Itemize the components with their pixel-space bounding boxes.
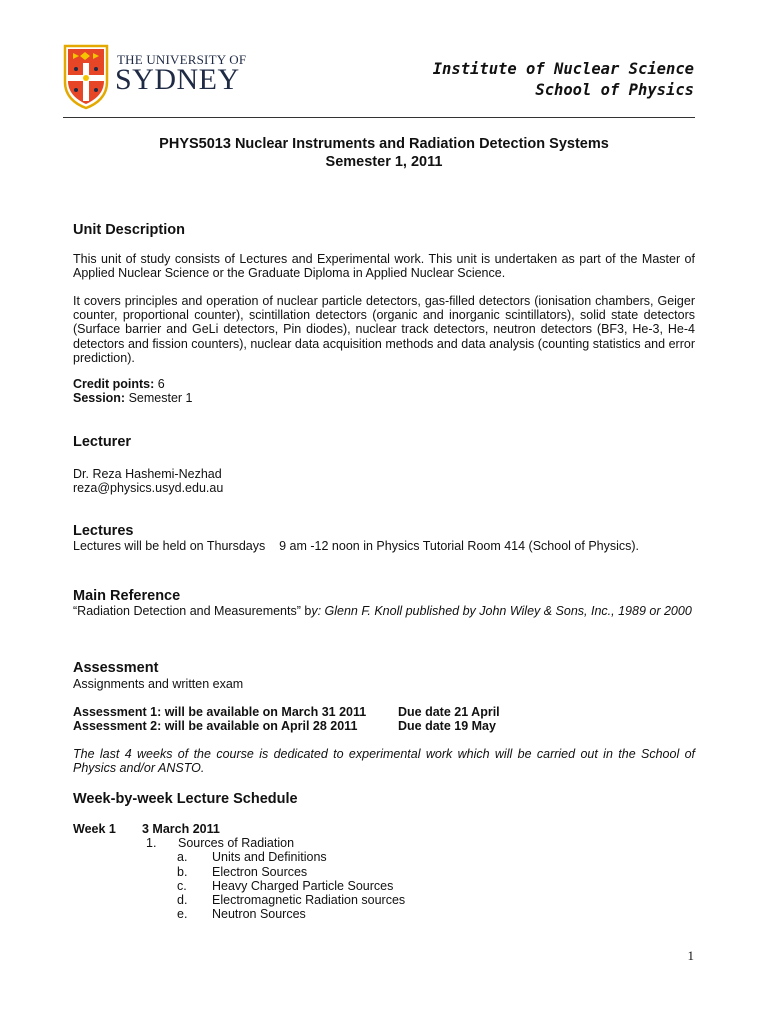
assessment-item-due: Due date 21 April bbox=[398, 705, 500, 719]
assessment-note: The last 4 weeks of the course is dedicated to experimental work which will be carried out in the School of Physics and/or ANSTO. bbox=[73, 747, 695, 776]
university-logo bbox=[63, 44, 263, 110]
assessment-item-text: Assessment 2: will be available on April 28 2011 bbox=[73, 719, 358, 733]
assessment-heading: Assessment bbox=[73, 660, 159, 676]
reference-y: y bbox=[311, 604, 318, 618]
lectures-text: Lectures will be held on Thursdays 9 am -12 noon in Physics Tutorial Room 414 (School of Physics). bbox=[73, 539, 640, 553]
header-divider bbox=[63, 117, 695, 118]
subtopic-letter: e. bbox=[177, 907, 188, 922]
course-title-line-2: Semester 1, 2011 bbox=[325, 154, 443, 170]
reference-author: : Glenn F. Knoll published by John Wiley & Sons, Inc., 1989 or 2000 bbox=[317, 604, 692, 618]
subtopic-text: Heavy Charged Particle Sources bbox=[212, 878, 394, 893]
subtopic-text: Electromagnetic Radiation sources bbox=[212, 892, 406, 907]
subtopic-text: Neutron Sources bbox=[212, 907, 306, 922]
course-title-line-1: PHYS5013 Nuclear Instruments and Radiation Detection Systems bbox=[159, 136, 609, 152]
assessment-item-1 bbox=[73, 705, 695, 719]
university-crest-icon bbox=[63, 44, 109, 110]
session-value: Semester 1 bbox=[125, 391, 193, 405]
unit-description-heading: Unit Description bbox=[73, 222, 185, 238]
schedule-heading: Week-by-week Lecture Schedule bbox=[73, 791, 298, 807]
credit-points-value: 6 bbox=[154, 377, 165, 391]
institute-heading bbox=[433, 59, 694, 101]
subtopic-letter: c. bbox=[177, 878, 187, 893]
institute-line-2: School of Physics bbox=[535, 81, 694, 99]
subtopic-letter: b. bbox=[177, 864, 188, 879]
lecturer-email: reza@physics.usyd.edu.au bbox=[73, 481, 224, 495]
main-reference-text bbox=[73, 604, 695, 618]
unit-description-para-2: It covers principles and operation of nuclear particle detectors, gas-filled detectors (ionisation chambers, Geiger counter, proportional counter), scintillation detectors (organic and inorganic scintillators), solid state detectors (Surface barrier and GeLi detectors, Pin diodes), nuclear track detectors, neutron detectors (BF3, He-3, He-4 detectors and fission counters), nuclear data acquisition methods and data analysis (counting statistics and error prediction). bbox=[73, 294, 695, 365]
main-reference-heading: Main Reference bbox=[73, 588, 181, 604]
institute-line-1: Institute of Nuclear Science bbox=[432, 60, 694, 78]
unit-description-para-1: This unit of study consists of Lectures and Experimental work. This unit is undertaken as part of the Master of Applied Nuclear Science or the Graduate Diploma in Applied Nuclear Science. bbox=[73, 252, 695, 281]
credit-points-label: Credit points: bbox=[73, 377, 155, 391]
session-label: Session: bbox=[73, 391, 126, 405]
subtopic-letter: a. bbox=[177, 850, 188, 865]
subtopic-text: Electron Sources bbox=[212, 864, 308, 879]
session bbox=[73, 391, 695, 405]
week-date: 3 March 2011 bbox=[142, 822, 220, 836]
lectures-heading: Lectures bbox=[73, 523, 134, 539]
assessment-item-text: Assessment 1: will be available on March 31 2011 bbox=[73, 705, 367, 719]
topic-number: 1. bbox=[146, 836, 157, 851]
lecturer-name: Dr. Reza Hashemi-Nezhad bbox=[73, 467, 222, 481]
assessment-item-2 bbox=[73, 719, 695, 733]
subtopic-letter: d. bbox=[177, 892, 188, 907]
university-name-big: SYDNEY bbox=[115, 63, 240, 96]
credit-points bbox=[73, 377, 695, 391]
page-number: 1 bbox=[687, 948, 694, 963]
university-name-small: THE UNIVERSITY OF bbox=[117, 52, 247, 67]
reference-title: “Radiation Detection and Measurements” b bbox=[73, 604, 312, 618]
subtopic-text: Units and Definitions bbox=[212, 850, 327, 865]
week-label: Week 1 bbox=[73, 822, 116, 836]
assessment-subtitle: Assignments and written exam bbox=[73, 677, 244, 691]
assessment-item-due: Due date 19 May bbox=[398, 719, 496, 733]
topic-title: Sources of Radiation bbox=[178, 836, 295, 851]
lecturer-heading: Lecturer bbox=[73, 434, 132, 450]
course-title bbox=[0, 135, 768, 171]
